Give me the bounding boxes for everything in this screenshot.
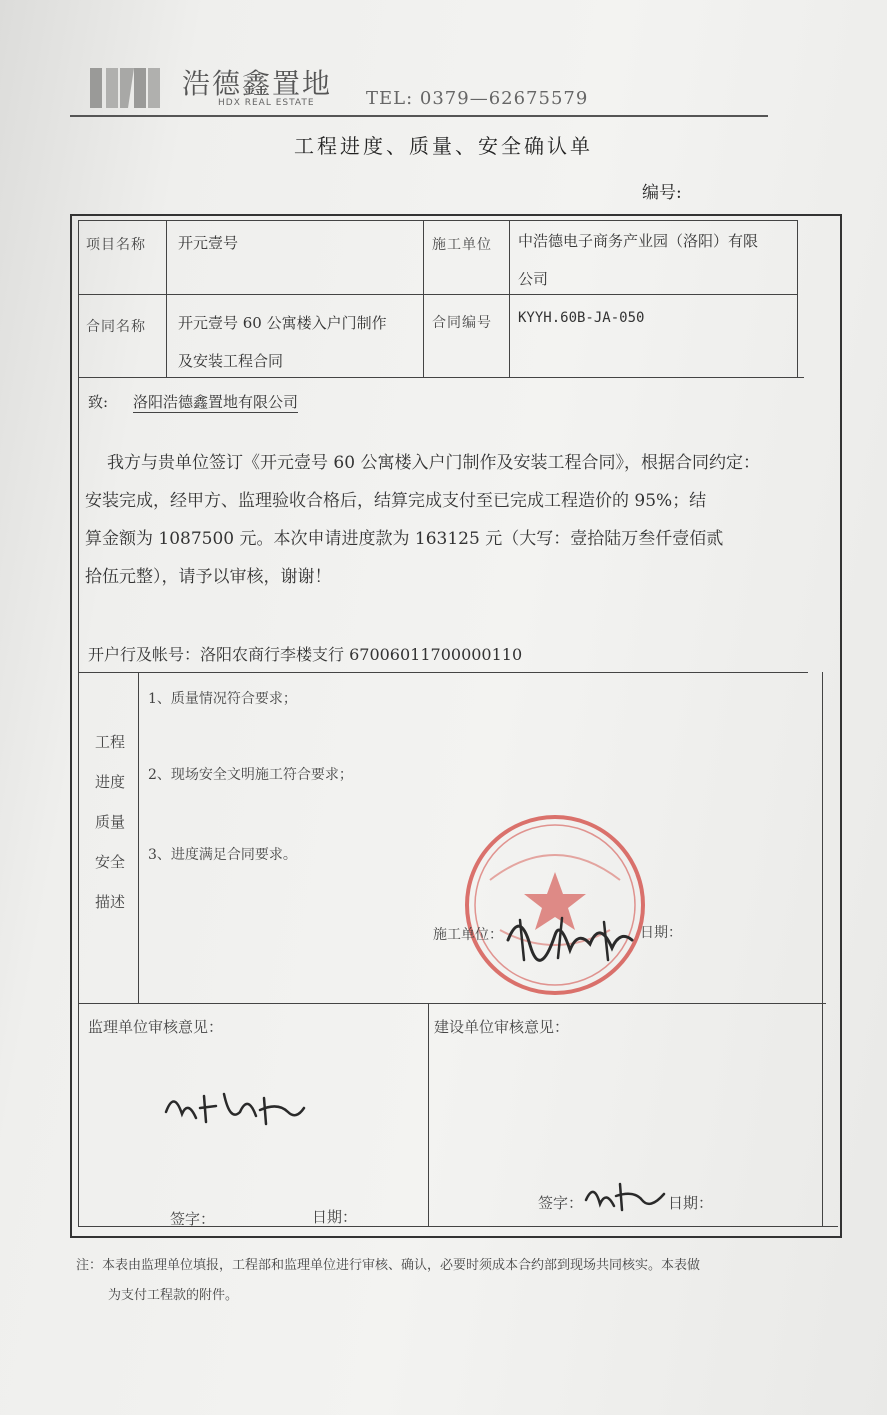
bank-account-line: 开户行及帐号：洛阳农商行李楼支行 67006011700000110 [88, 645, 523, 664]
side-label-char: 质量 [94, 813, 125, 831]
brand-name: 浩德鑫置地 [182, 67, 333, 100]
column-divider [509, 220, 510, 377]
contract-number-label: 合同编号 [432, 315, 492, 331]
document-number-label: 编号: [642, 183, 682, 203]
owner-sign-label: 签字： [538, 1194, 584, 1212]
supervisor-date-label: 日期： [312, 1208, 358, 1226]
side-label-char: 描述 [94, 893, 125, 911]
row-divider [78, 672, 808, 673]
contract-number-value: KYYH.60B-JA-050 [518, 310, 645, 326]
column-divider [428, 1003, 429, 1226]
letter-line-1: 我方与贵单位签订《开元壹号 60 公寓楼入户门制作及安装工程合同》，根据合同约定： [107, 453, 760, 473]
description-item-3: 3、进度满足合同要求。 [148, 847, 297, 863]
header-divider [70, 115, 768, 117]
letter-line-4: 拾伍元整），请予以审核，谢谢！ [85, 567, 332, 587]
column-divider [822, 672, 823, 1226]
column-divider [138, 672, 139, 1003]
contract-name-line1: 开元壹号 60 公寓楼入户门制作 [178, 314, 387, 332]
description-item-1: 1、质量情况符合要求； [148, 691, 297, 707]
row-divider [78, 294, 798, 295]
contractor-value-line1: 中浩德电子商务产业园（洛阳）有限 [518, 232, 759, 250]
column-divider [797, 220, 798, 377]
telephone: TEL: 0379—62675579 [366, 88, 589, 109]
side-label-char: 安全 [94, 853, 125, 871]
side-label-char: 进度 [94, 773, 125, 791]
document-title: 工程进度、质量、安全确认单 [294, 134, 593, 158]
column-divider [166, 220, 167, 377]
contractor-date-label: 日期： [640, 925, 682, 941]
company-logo [90, 66, 160, 110]
row-divider [78, 377, 804, 378]
description-side-label [90, 722, 130, 922]
footnote-line-2: 为支付工程款的附件。 [108, 1288, 239, 1303]
supervisor-signature [160, 1082, 310, 1132]
contractor-value-line2: 公司 [518, 270, 549, 288]
owner-signature [580, 1176, 670, 1216]
row-divider [78, 1003, 826, 1004]
side-label-char: 工程 [94, 733, 125, 751]
contractor-label: 施工单位 [432, 237, 492, 253]
brand-subtitle: HDX REAL ESTATE [218, 98, 315, 108]
supervisor-review-label: 监理单位审核意见： [88, 1018, 224, 1036]
column-divider [423, 220, 424, 377]
contractor-sign-label: 施工单位： [433, 927, 503, 943]
description-item-2: 2、现场安全文明施工符合要求； [148, 767, 353, 783]
footnote-line-1: 注：本表由监理单位填报，工程部和监理单位进行审核、确认，必要时须成本合约部到现场共同核实。本表做 [76, 1258, 701, 1273]
letter-line-2: 安装完成，经甲方、监理验收合格后，结算完成支付至已完成工程造价的 95%；结 [85, 491, 707, 511]
row-divider [78, 220, 798, 221]
letter-line-3: 算金额为 1087500 元。本次申请进度款为 163125 元（大写：壹拾陆万叁仟壹佰贰 [85, 529, 724, 549]
owner-date-label: 日期： [668, 1194, 714, 1212]
owner-review-label: 建设单位审核意见： [434, 1018, 570, 1036]
project-name-value: 开元壹号 [178, 234, 239, 252]
supervisor-sign-label: 签字： [170, 1210, 216, 1228]
contractor-signature [500, 900, 640, 970]
project-name-label: 项目名称 [86, 237, 146, 253]
recipient-label: 致: [88, 393, 109, 411]
column-divider [78, 220, 79, 1226]
contract-name-line2: 及安装工程合同 [178, 352, 284, 370]
contract-name-label: 合同名称 [86, 319, 146, 335]
recipient-name: 洛阳浩德鑫置地有限公司 [133, 393, 299, 411]
